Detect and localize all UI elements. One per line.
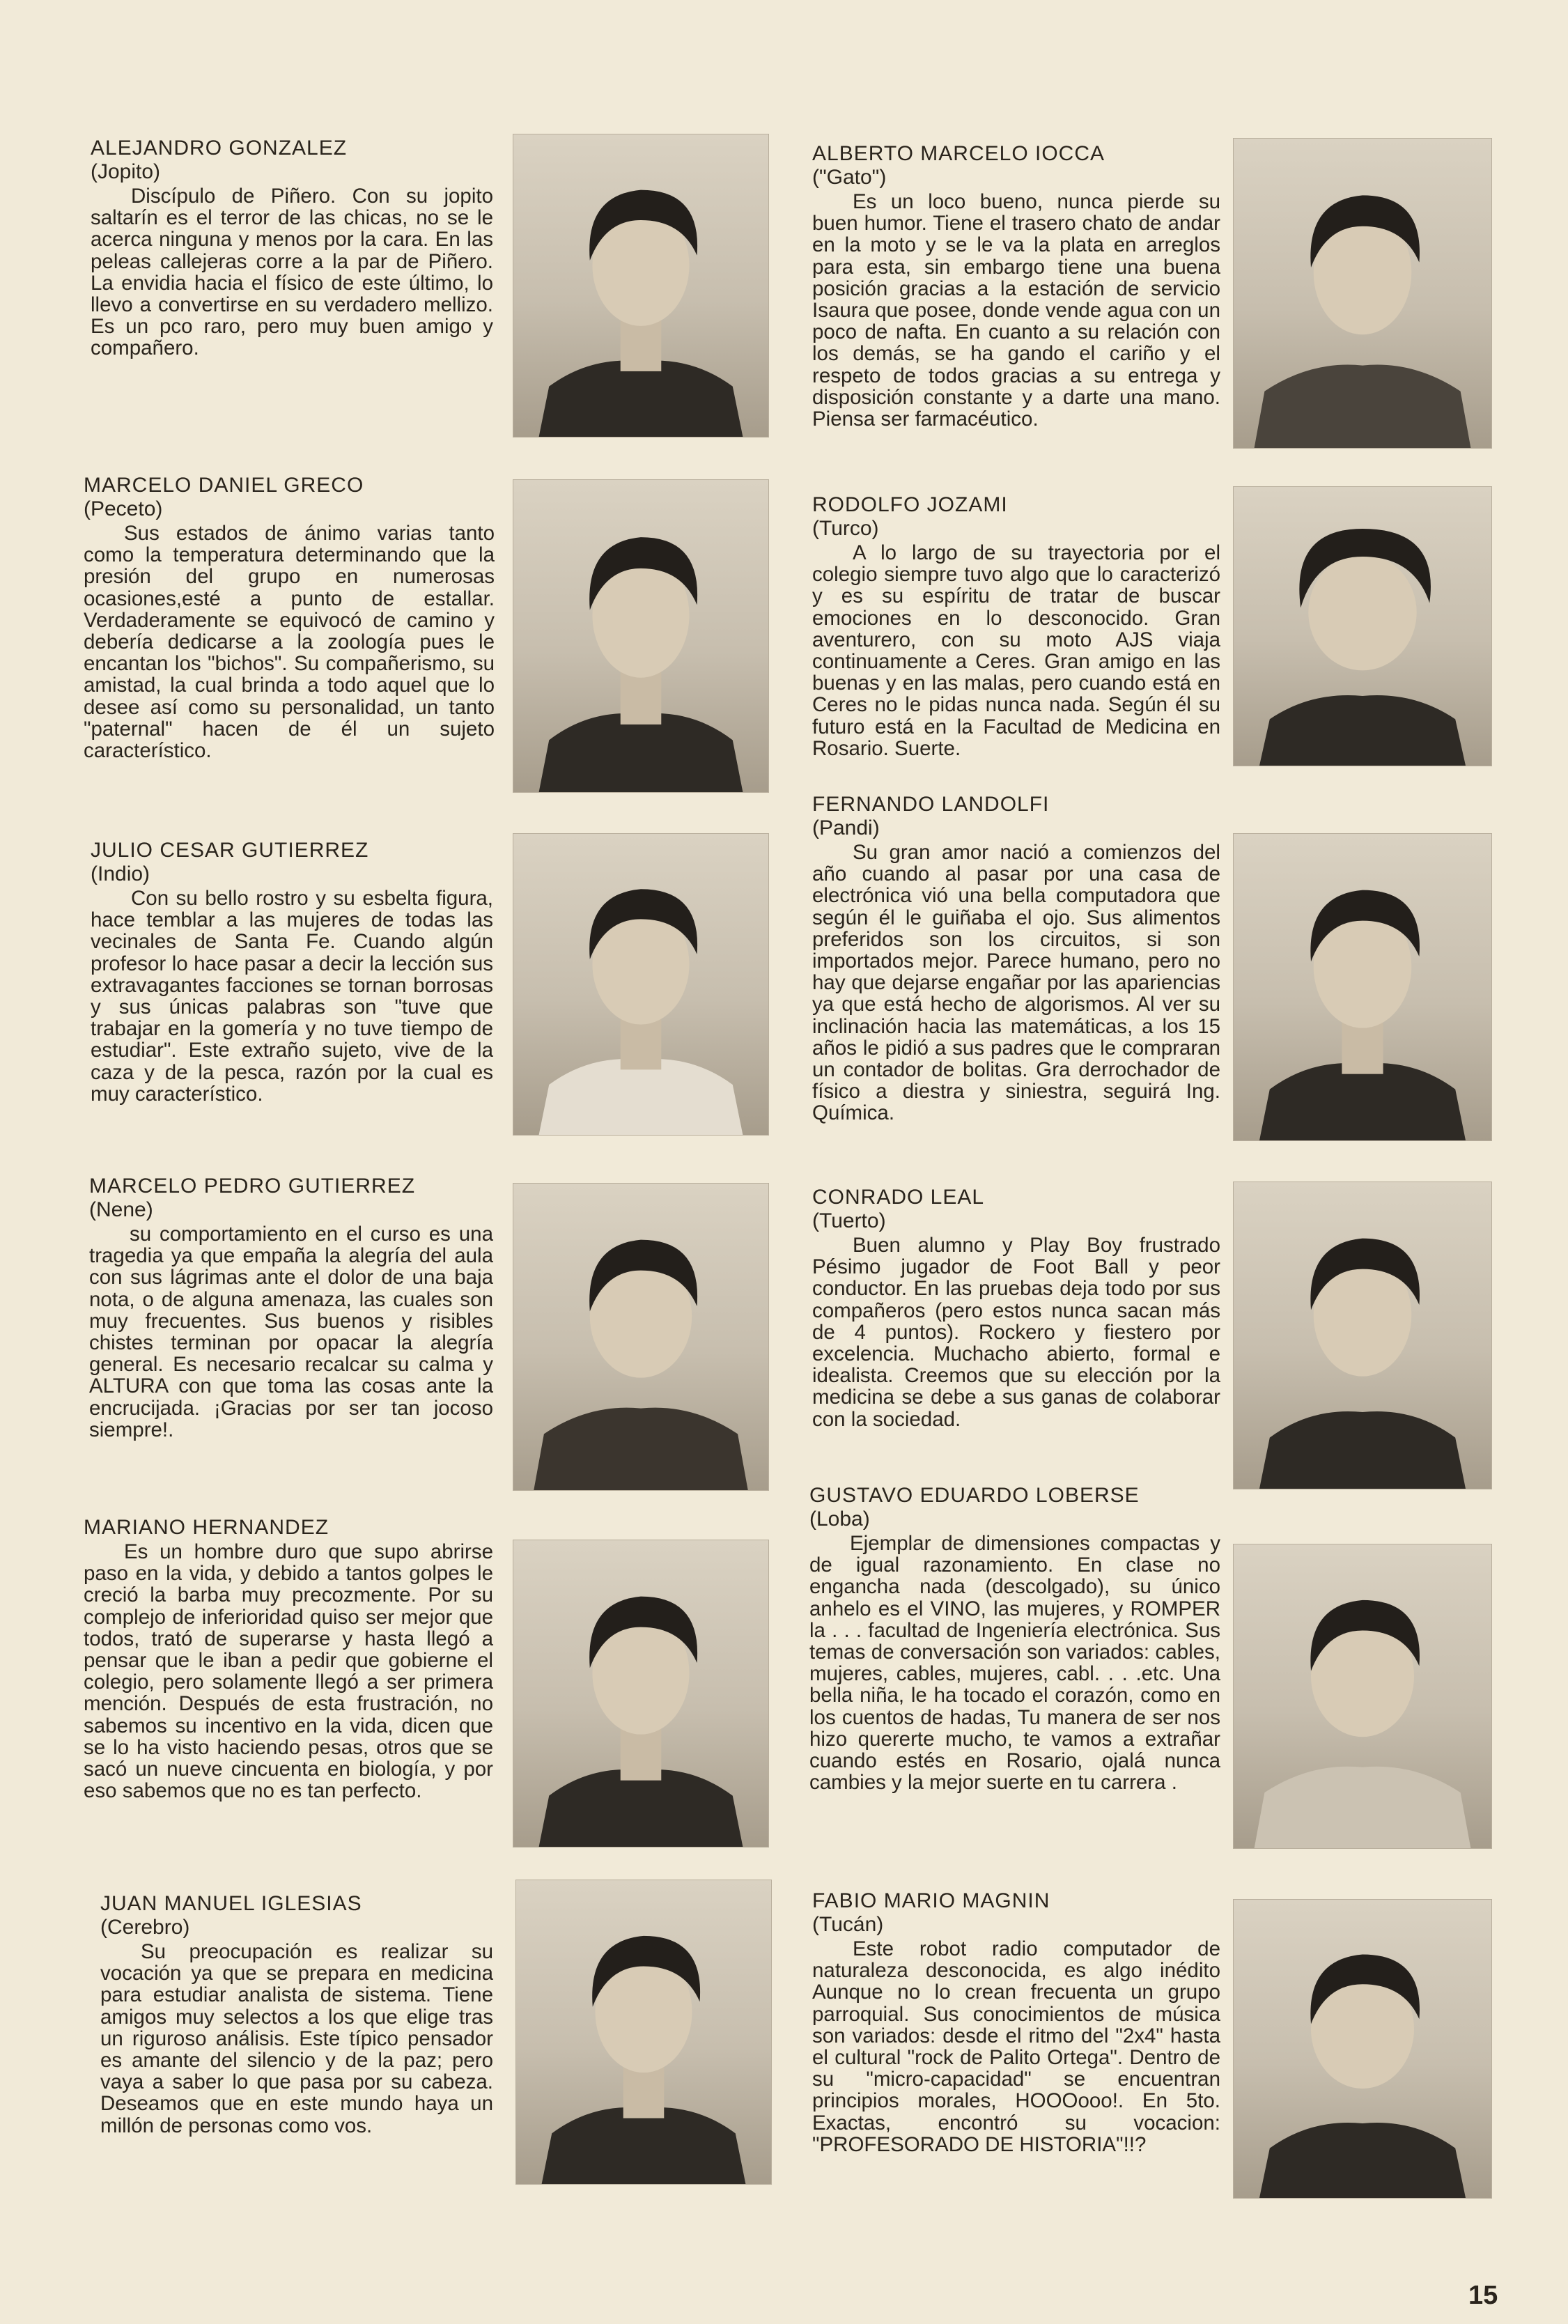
student-photo (1233, 486, 1492, 766)
entry-juan-manuel-iglesias (100, 1892, 493, 2137)
entry-marcelo-pedro-gutierrez (89, 1175, 493, 1441)
student-nickname: (Loba) (809, 1508, 870, 1531)
student-name: GUSTAVO EDUARDO LOBERSE (809, 1484, 1140, 1507)
student-bio: A lo largo de su trayectoria por el colegio siempre tuvo algo que lo caracterizó y es su espíritu de tratar de buscar emociones en lo desconocido. Gran aventurero, con su moto AJS viaja continuamente a Ceres. Gran amigo en las buenas y en las malas, pero cuando está en Ceres no le pidas nunca nada. Según él su futuro está en la Facultad de Medicina en Rosario. Suerte. (812, 541, 1220, 760)
student-bio: Sus estados de ánimo varias tanto como la temperatura determinando que la presión del grupo en numerosas ocasiones,esté a punto de estallar. Verdaderamente se equivocó de camino y debería dedicarse a la zoología pues le encantan los "bichos". Su compañerismo, su amistad, la cual brinda a todo aquel que lo desee así como su personalidad, un tanto "paternal" hacen de él un sujeto característico. (84, 522, 495, 763)
student-photo (515, 1880, 772, 2185)
student-name: FABIO MARIO MAGNIN (812, 1889, 1050, 1912)
student-nickname: (Indio) (91, 862, 150, 885)
student-bio: Con su bello rostro y su esbelta figura, hace temblar a las mujeres de todas las vecinales de Santa Fe. Cuando algún profesor lo hace pasar a decir la lección sus extravagantes facciones se tornan borrosas y sus únicas palabras son "tuve que trabajar en la gomería y no tuve tiempo de estudiar". Este extraño sujeto, vive de la caza y de la pesca, razón por la cual es muy característico. (91, 887, 493, 1106)
student-nickname: (Turco) (812, 517, 879, 540)
entry-alejandro-gonzalez (91, 137, 493, 359)
portrait-icon (516, 1880, 771, 2184)
student-name: ALBERTO MARCELO IOCCA (812, 142, 1105, 165)
student-photo (513, 1540, 769, 1847)
entry-rodolfo-jozami (812, 493, 1220, 759)
student-photo (513, 134, 769, 437)
student-nickname: (Jopito) (91, 160, 161, 183)
student-photo (1233, 1899, 1492, 2199)
portrait-icon (1234, 834, 1491, 1140)
entry-mariano-hernandez (84, 1516, 493, 1802)
student-bio: Este robot radio computador de naturaleza desconocida, es algo inédito Aunque no lo crean frecuenta un grupo parroquial. Sus conocimientos de música son variados: desde el ritmo del "2x4" hasta el cultural "rock de Palito Ortega". Dentro de su "micro-capacidad" se encuentran principios morales, HOOOooo!. En 5to. Exactas, encontró su vocacion: "PROFESORADO DE HISTORIA"!!? (812, 1937, 1220, 2156)
student-name: ALEJANDRO GONZALEZ (91, 137, 348, 160)
student-bio: Ejemplar de dimensiones compactas y de igual razonamiento. En clase no engancha nada (descolgado), su único anhelo es el VINO, las mujeres, y ROMPER la . . . facultad de Ingeniería electrónica. Sus temas de conversación son variados: cables, mujeres, cables, mujeres, cabl. . . .etc. Una bella niña, le ha tocado el corazón, como en los cuentos de hadas, Tu manera de ser nos hizo quererte mucho, te vamos a extrañar cuando estés en Rosario, ojalá nunca cambies y la mejor suerte en tu carrera . (809, 1532, 1220, 1795)
page-number: 15 (1468, 2281, 1498, 2310)
student-bio: Discípulo de Piñero. Con su jopito saltarín es el terror de las chicas, no se le acerca ninguna y menos por la cara. En las peleas callejeras corre a la par de Piñero. La envidia hacia el físico de este último, lo llevo a convertirse en su verdadero mellizo. Es un pco raro, pero muy buen amigo y compañero. (91, 185, 493, 360)
student-photo (1233, 833, 1492, 1141)
student-name: JULIO CESAR GUTIERREZ (91, 839, 369, 862)
entry-gustavo-eduardo-loberse (809, 1484, 1220, 1793)
student-photo (1233, 1544, 1492, 1849)
portrait-icon (1234, 1182, 1491, 1489)
student-photo (1233, 138, 1492, 449)
student-nickname: ("Gato") (812, 166, 887, 189)
student-name: MARIANO HERNANDEZ (84, 1516, 329, 1539)
portrait-icon (513, 1184, 768, 1490)
student-bio: Es un hombre duro que supo abrirse paso en la vida, y debido a tantos golpes le creció la barba muy precozmente. Por su complejo de inferioridad quiso ser mejor que todos, trató de superarse y hasta llegó a pensar que le iban a pedir que gobierne el colegio, pero solamente llegó a ser primera mención. Después de esta frustración, no sabemos su incentivo en la vida, dicen que se lo ha visto haciendo pesas, otros que se sacó un nueve cincuenta en biología, y por eso sabemos que no es tan perfecto. (84, 1540, 493, 1803)
portrait-icon (513, 480, 768, 792)
student-nickname: (Peceto) (84, 497, 163, 520)
student-name: MARCELO DANIEL GRECO (84, 474, 364, 497)
portrait-icon (1234, 139, 1491, 448)
student-photo (513, 1183, 769, 1491)
student-nickname: (Tuerto) (812, 1209, 886, 1232)
student-photo (513, 479, 769, 793)
student-name: FERNANDO LANDOLFI (812, 793, 1050, 816)
student-nickname: (Tucán) (812, 1913, 884, 1936)
entry-alberto-marcelo-iocca (812, 142, 1220, 430)
student-nickname: (Pandi) (812, 816, 880, 839)
entry-julio-cesar-gutierrez (91, 839, 493, 1105)
student-name: CONRADO LEAL (812, 1186, 985, 1209)
entry-fabio-mario-magnin (812, 1889, 1220, 2155)
student-name: RODOLFO JOZAMI (812, 493, 1008, 516)
student-bio: Su gran amor nació a comienzos del año cuando al pasar por una casa de electrónica vió una bella computadora que según él le guiñaba el ojo. Sus alimentos preferidos son los circuitos, si son importados mejor. Parece humano, pero no hay que dejarse engañar por las apariencias ya que está hecho de algorismos. Al ver su inclinación hacia las matemáticas, a los 15 años le pidió a sus padres que le compraran un contador de bolitas. Gra derrochador de físico a diestra y siniestra, seguirá Ing. Química. (812, 841, 1220, 1125)
student-bio: Es un loco bueno, nunca pierde su buen humor. Tiene el trasero chato de andar en la moto y se le va la plata en arreglos para esta, sin embargo tiene una buena posición gracias a la estación de servicio Isaura que posee, donde vende agua con un poco de nafta. En cuanto a su relación con los demás, se ha gando el cariño y el respeto de todos gracias a su entrega y disposición constante y a darte una mano. Piensa ser farmacéutico. (812, 190, 1220, 431)
portrait-icon (1234, 1544, 1491, 1848)
entry-fernando-landolfi (812, 793, 1220, 1124)
student-bio: su comportamiento en el curso es una tragedia ya que empaña la alegría del aula con sus lágrimas ante el dolor de una baja nota, o de alguna amenaza, las cuales son muy frecuentes. Sus buenos y risibles chistes terminan por opacar la alegría general. Es necesario recalcar su calma y ALTURA con que toma las cosas ante la encrucijada. ¡Gracias por ser tan jocoso siempre!. (89, 1223, 493, 1441)
student-bio: Buen alumno y Play Boy frustrado Pésimo jugador de Foot Ball y peor conductor. En las pruebas deja todo por sus compañeros (pero estos nunca sacan más de 4 puntos). Rockero y fiestero por excelencia. Muchacho abierto, formal e idealista. Creemos que su elección por la medicina se debe a sus ganas de colaborar con la sociedad. (812, 1234, 1220, 1431)
portrait-icon (1234, 487, 1491, 766)
student-name: MARCELO PEDRO GUTIERREZ (89, 1175, 416, 1198)
student-nickname: (Cerebro) (100, 1916, 190, 1939)
portrait-icon (513, 1540, 768, 1847)
student-photo (513, 833, 769, 1136)
student-photo (1233, 1182, 1492, 1489)
entry-marcelo-daniel-greco (84, 474, 495, 761)
student-bio: Su preocupación es realizar su vocación ya que se prepara en medicina para estudiar analista de sistema. Tiene amigos muy selectos a los que elige tras un riguroso análisis. Este típico pensador es amante del silencio y de la paz; pero vaya a saber lo que pasa por su cabeza. Deseamos que en este mundo haya un millón de personas como vos. (100, 1940, 493, 2137)
portrait-icon (513, 134, 768, 437)
portrait-icon (1234, 1900, 1491, 2198)
student-name: JUAN MANUEL IGLESIAS (100, 1892, 362, 1915)
portrait-icon (513, 834, 768, 1135)
entry-conrado-leal (812, 1186, 1220, 1430)
student-nickname: (Nene) (89, 1198, 153, 1221)
